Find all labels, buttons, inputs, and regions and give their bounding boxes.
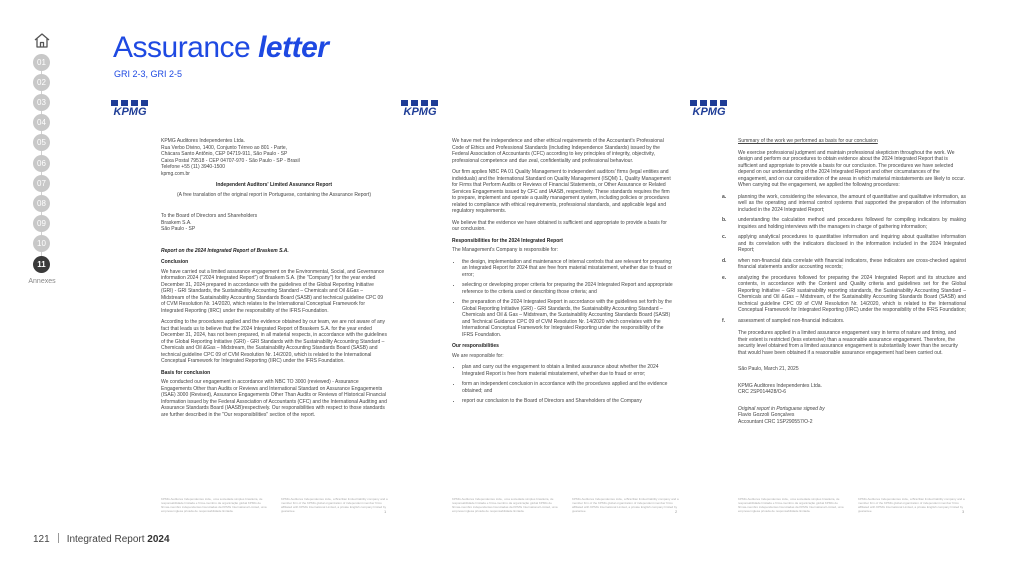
procedure-item xyxy=(722,275,966,314)
kpmg-address xyxy=(161,138,387,177)
page-title: Assurance letter xyxy=(113,31,329,64)
chapter-08-button[interactable]: 08 xyxy=(33,195,50,212)
legal-footnote: KPMG Auditores Independentes Ltda., a Brazilian limited liability company and a member firm of the KPMG global organization of independent member firms affiliated with KPMG International Limited, a private English company limited by guarantee. xyxy=(858,497,965,513)
chapter-09-button[interactable]: 09 xyxy=(33,215,50,232)
chapter-06-button[interactable]: 06 xyxy=(33,155,50,172)
paragraph: We conducted our engagement in accordance with NBC TO 3000 (reviewed) - Assurance Engagements Other than Audits or Reviews and International Standard on Assurance Engagements (ISAE) 3000 (Revised), Assurance Engagements Other Than Audits or Reviews of Historical Financial Information issued by the Federal Association of Accountants (CFC) and the International Auditing and Assurance Standards Board (IAASB)respectively. Our responsibilities with respect to those standards are further described in the "Our responsibilities" section of the report. xyxy=(161,379,387,418)
signer-crc: Accountant CRC 1SP290557/O-2 xyxy=(738,418,813,425)
legal-footnote: KPMG Auditores Independentes Ltda., a Brazilian limited liability company and a member firm of the KPMG global organization of independent member firms affiliated with KPMG International Limited, a private English company limited by guarantee. xyxy=(572,497,679,513)
paragraph: We exercise professional judgment and maintain professional skepticism throughout the work. We design and perform our procedures to obtain evidence about the 2024 Integrated Report that is sufficient and appropriate to provide a basis for our conclusion. The procedures we have selected depend on our understanding of the 2024 Integrated Report and other circumstances of the engagement, and on our consideration of the areas in which material misstatements are likely to occur. When carrying out the engagement, we applied the following procedures: xyxy=(738,149,966,188)
list-item: • the design, implementation and maintenance of internal controls that are relevant for preparing an Integrated Report for 2024 that are free from material misstatement, whether due to fraud or error; xyxy=(462,259,674,279)
procedure-letter: c. xyxy=(722,234,727,240)
procedure-item xyxy=(722,234,966,254)
chapter-nav xyxy=(0,0,84,566)
chapter-04-button[interactable]: 04 xyxy=(33,114,50,131)
procedure-text: when non-financial data correlate with financial indicators, these indicators are cross-checked against financial statements and/or accounting records; xyxy=(738,257,966,270)
letter-page-number: 1 xyxy=(384,509,387,514)
addressee-line: Braskem S.A. xyxy=(161,219,192,226)
kpmg-logo-mark xyxy=(689,100,729,116)
kpmg-logo-text: KPMG xyxy=(403,106,437,116)
annexes-label: Annexes xyxy=(28,278,56,285)
legal-footnote: KPMG Auditores Independentes Ltda., uma sociedade simples brasileira, de responsabilidade limitada e firma-membro da organização global KPMG de firmas-membro independentes licenciadas da KPMG International Limited, uma empresa inglesa privada de responsabilidade limitada. xyxy=(161,497,267,513)
procedure-list xyxy=(722,194,966,325)
chapter-01-button[interactable]: 01 xyxy=(33,54,50,71)
paragraph: We have carried out a limited assurance engagement on the Environmental, Social, and Governance information 2024 ("2024 Integrated Report") of Braskem S.A. (the "Company") for the year ended December 31, 2024 prepared in accordance with the guidelines of the Global Reporting Initiative (GRI) - GRI Standards, the Sustainability Accounting Standard – Chemicals and Oil &Gas – Midstream of the Sustainability Accounting Standards Board (SASB) and technical guideline CPC 09 of CVM Resolution Nr. 14/2020, which relates to the International Conceptual Framework for Integrated Reporting (IIRC) under the responsibility of the IFRS Foundation. xyxy=(161,268,385,314)
procedure-item xyxy=(722,217,966,230)
report-footer xyxy=(33,533,170,545)
procedure-letter: d. xyxy=(722,257,727,264)
legal-footnote: KPMG Auditores Independentes Ltda., uma sociedade simples brasileira, de responsabilidade limitada e firma-membro da organização global KPMG de firmas-membro independentes licenciadas da KPMG International Limited, uma empresa inglesa privada de responsabilidade limitada. xyxy=(452,497,558,513)
procedure-letter: a. xyxy=(722,193,727,200)
address-line: Chácara Santo Antônio, CEP 04719-911, São Paulo - SP xyxy=(161,151,288,157)
page-number: 121 xyxy=(33,534,50,545)
procedure-letter: e. xyxy=(722,274,727,281)
chapter-11-button[interactable]: 11 xyxy=(33,256,50,273)
procedure-text: understanding the calculation method and procedures followed for compiling indicators by making inquiries and holding interviews with the managers in charge of gathering information; xyxy=(738,217,966,230)
list-item: • form an independent conclusion in accordance with the procedures applied and the evidence obtained; and xyxy=(462,381,674,394)
addressee-line: São Paulo - SP xyxy=(161,226,196,232)
address-line: Telefone +55 (11) 3940-1500 xyxy=(161,164,225,170)
chapter-02-button[interactable]: 02 xyxy=(33,74,50,91)
kpmg-logo-mark xyxy=(110,100,150,116)
list-item: • the preparation of the 2024 Integrated Report in accordance with the guidelines set forth by the Global Reporting Initiative (GRI) - GRI Standards, the Sustainability Accounting Standard – Chemicals and Oil & Gas – Midstream, the Sustainability Accounting Standards Board (SASB) and Technical Guidance CPC 09 of CVM Resolution Nr. 14/2020 which correlates with the International Conceptual Framework for Integrated Reporting under the responsibility of the IFRS Foundation. xyxy=(462,299,674,338)
report-subject: Report on the 2024 Integrated Report of Braskem S.A. xyxy=(161,247,289,254)
address-line: KPMG Auditores Independentes Ltda. xyxy=(161,138,245,144)
section-heading: Basis for conclusion xyxy=(161,369,211,376)
signer-name: Flavio Gozzoli Gonçalves xyxy=(738,412,795,418)
responsibility-list xyxy=(452,364,674,405)
footer-divider xyxy=(58,533,59,543)
letter-page-1 xyxy=(161,138,387,423)
report-title: Independent Auditors' Limited Assurance Report xyxy=(215,182,333,188)
addressee xyxy=(161,213,387,233)
kpmg-logo-mark xyxy=(400,100,440,116)
paragraph: We believe that the evidence we have obtained is sufficient and appropriate to provide a basis for our conclusion. xyxy=(452,219,667,232)
page-subtitle: GRI 2-3, GRI 2-5 xyxy=(114,69,183,79)
kpmg-logo xyxy=(400,100,440,116)
responsibility-list xyxy=(452,259,674,339)
paragraph: Our firm applies NBC PA 01 Quality Management to independent auditors' firms (legal entities and individuals) and the International Standard on Quality Management (ISQM) 1, Quality Management for Firms that Perform Audits or Reviews of Financial Statements, or Other Assurance or Related Services Engagements issued by CFC and IAASB, respectively. These standards requires the firm to prepare, implement and operate a quality management system, including policies or procedures related to compliance with ethical requirements, professional standards, and applicable legal and regulatory requirements. xyxy=(452,169,671,214)
procedure-letter: b. xyxy=(722,217,727,223)
letter-page-number: 3 xyxy=(962,509,965,514)
section-heading: Our responsibilities xyxy=(452,343,499,349)
legal-footnote: KPMG Auditores Independentes Ltda., uma sociedade simples brasileira, de responsabilidade limitada e firma-membro da organização global KPMG de firmas-membro independentes licenciadas da KPMG International Limited, uma empresa inglesa privada de responsabilidade limitada. xyxy=(738,497,844,513)
chapter-10-button[interactable]: 10 xyxy=(33,235,50,252)
address-line: Rua Verbo Divino, 1400, Conjunto Térreo ao 801 - Parte, xyxy=(161,144,288,151)
legal-footnote: KPMG Auditores Independentes Ltda., a Brazilian limited liability company and a member firm of the KPMG global organization of independent member firms affiliated with KPMG International Limited, a private English company limited by guarantee. xyxy=(281,497,388,513)
paragraph: We are responsible for: xyxy=(452,352,504,359)
chapter-05-button[interactable]: 05 xyxy=(33,134,50,151)
kpmg-logo-text: KPMG xyxy=(692,106,726,116)
procedure-text: planning the work, considering the relevance, the amount of quantitative and qualitative information, as well as the operating and internal control systems that supported the preparation of the information included in the 2024 Integrated Report; xyxy=(738,193,966,213)
letter-page-2 xyxy=(452,138,674,409)
home-icon[interactable] xyxy=(33,32,51,48)
address-link[interactable]: kpmg.com.br xyxy=(161,170,190,177)
list-item: • selecting or developing proper criteria for preparing the 2024 Integrated Report and appropriate reference to the criteria used or describing those criteria; and xyxy=(462,282,674,295)
address-line: Caixa Postal 79518 - CEP 04707-970 - São Paulo - SP - Brasil xyxy=(161,157,300,164)
procedure-item xyxy=(722,318,966,325)
section-heading: Responsibilities for the 2024 Integrated Report xyxy=(452,237,563,244)
procedure-text: analyzing the procedures followed for preparing the 2024 Integrated Report and its structure and contents, in accordance with the Content and Quality criteria and guidelines set for the Global Reporting Initiative – GRI sustainability reporting standards, the Sustainability Accounting Standard – Chemicals and Oil &Gas – Midstream, of the Sustainability Accounting Standards Board (SASB) and technical guideline CPC 09 of CVM Resolution Nr. 14/2020, which is related to the International Conceptual Framework for Integrated Reporting (IIRC) under the responsibility of the IFRS Foundation; xyxy=(738,274,966,313)
signature-firm: KPMG Auditores Independentes Ltda. xyxy=(738,382,822,389)
list-item: • plan and carry out the engagement to obtain a limited assurance about whether the 2024 Integrated Report is free from material misstatement, whether due to fraud or error; xyxy=(462,364,674,377)
section-heading: Summary of the work we performed as basis for our conclusion xyxy=(738,138,878,144)
kpmg-logo xyxy=(689,100,729,116)
section-heading: Conclusion xyxy=(161,259,189,265)
paragraph: The procedures applied in a limited assurance engagement vary in terms of nature and timing, and their extent is restricted (less extensive) than a reasonable assurance engagement. Therefore, the security level obtained from a limited assurance engagement is substantially lower than the security that would have been obtained if a reasonable assurance engagement had been carried out. xyxy=(738,330,958,356)
translation-note: (A free translation of the original report in Portuguese, containing the Assurance Report) xyxy=(176,191,371,198)
chapter-03-button[interactable]: 03 xyxy=(33,94,50,111)
paragraph: We have met the independence and other ethical requirements of the Accountant's Professional Code of Ethics and Professional Standards (including Independence Standards) issued by the Federal Association of Accountants (CFC) according to key principles of integrity, objectivity, professional competence and due zeal, confidentiality and professional behaviour. xyxy=(452,138,664,164)
list-item: • report our conclusion to the Board of Directors and Shareholders of the Company xyxy=(462,398,674,405)
paragraph: The Management's Company is responsible for: xyxy=(452,247,559,253)
procedure-item xyxy=(722,258,966,271)
paragraph: According to the procedures applied and the evidence obtained by our team, we are not aware of any fact that leads us to believe that the 2024 Integrated Report of Braskem S.A. for the year ended December 31, 2024, has not been prepared, in all material respects, in accordance with the guidelines of the Global Reporting Initiative (GRI) - GRI Standards with the Sustainability Accounting Standard – Chemicals and Oil &Gas – Midstream, the Sustainability Accounting Standards Board (SASB) and technical guideline CPC 09 of CVM Resolution Nr. 14/2020, which is related to the International Conceptual Framework for Integrated Reporting (IIRC) under the IFRS Foundation. xyxy=(161,319,387,364)
kpmg-logo xyxy=(110,100,150,116)
signature-date: São Paulo, March 21, 2025 xyxy=(738,366,799,372)
letter-page-number: 2 xyxy=(675,509,678,514)
procedure-letter: f. xyxy=(722,317,726,324)
addressee-line: To the Board of Directors and Shareholders xyxy=(161,213,258,219)
procedure-text: applying analytical procedures to quantitative information and inquiring about qualitative information and its correlation with the indicators disclosed in the information included in the 2024 Integrated Report; xyxy=(738,234,966,253)
report-name: Integrated Report xyxy=(66,534,148,545)
chapter-07-button[interactable]: 07 xyxy=(33,175,50,192)
letter-page-3 xyxy=(722,138,966,425)
report-year: 2024 xyxy=(147,534,170,545)
original-note: Original report in Portuguese signed by xyxy=(738,405,825,412)
signature-crc: CRC 2SP014428/O-6 xyxy=(738,389,787,395)
kpmg-logo-text: KPMG xyxy=(113,106,147,116)
procedure-item xyxy=(722,194,966,214)
procedure-text: assessment of sampled non-financial indicators. xyxy=(738,317,845,324)
